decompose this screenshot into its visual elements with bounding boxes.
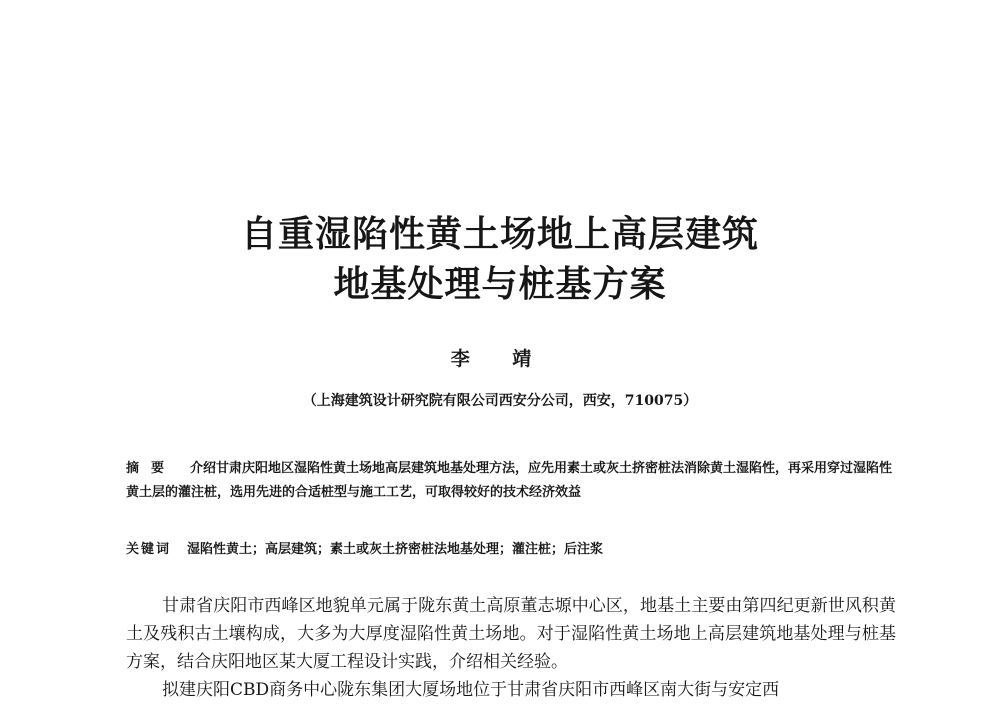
keywords-block (126, 538, 894, 557)
author-name: 李 靖 (450, 348, 550, 370)
abstract-text: 介绍甘肃庆阳地区湿陷性黄土场地高层建筑地基处理方法，应先用素土或灰土挤密桩法消除黄土湿陷性，再采用穿过湿陷性黄土层的灌注桩，选用先进的合适桩型与施工工艺，可取得较好的技术经济效益 (126, 461, 893, 500)
keywords-label: 关键词 (126, 542, 172, 557)
keywords-text: 湿陷性黄土；高层建筑；素土或灰土挤密桩法地基处理；灌注桩；后注浆 (187, 542, 604, 557)
paper-title-line-2: 地基处理与桩基方案 (333, 264, 667, 305)
author-affiliation: （上海建筑设计研究院有限公司西安分公司，西安，710075） (302, 393, 698, 409)
abstract-label: 摘要 (126, 461, 177, 476)
body-paragraph-1: 甘肃省庆阳市西峰区地貌单元属于陇东黄土高原董志塬中心区，地基土主要由第四纪更新世风积黄土及残积古土壤构成，大多为大厚度湿陷性黄土场地。对于湿陷性黄土场地上高层建筑地基处理与桩基方案，结合庆阳地区某大厦工程设计实践，介绍相关经验。 (126, 596, 896, 672)
paper-title-line-1: 自重湿陷性黄土场地上高层建筑 (240, 214, 759, 255)
abstract-block (126, 457, 894, 505)
body-paragraph-2: 拟建庆阳CBD商务中心陇东集团大厦场地位于甘肃省庆阳市西峰区南大街与安定西 (162, 680, 780, 700)
body-text (126, 592, 896, 704)
